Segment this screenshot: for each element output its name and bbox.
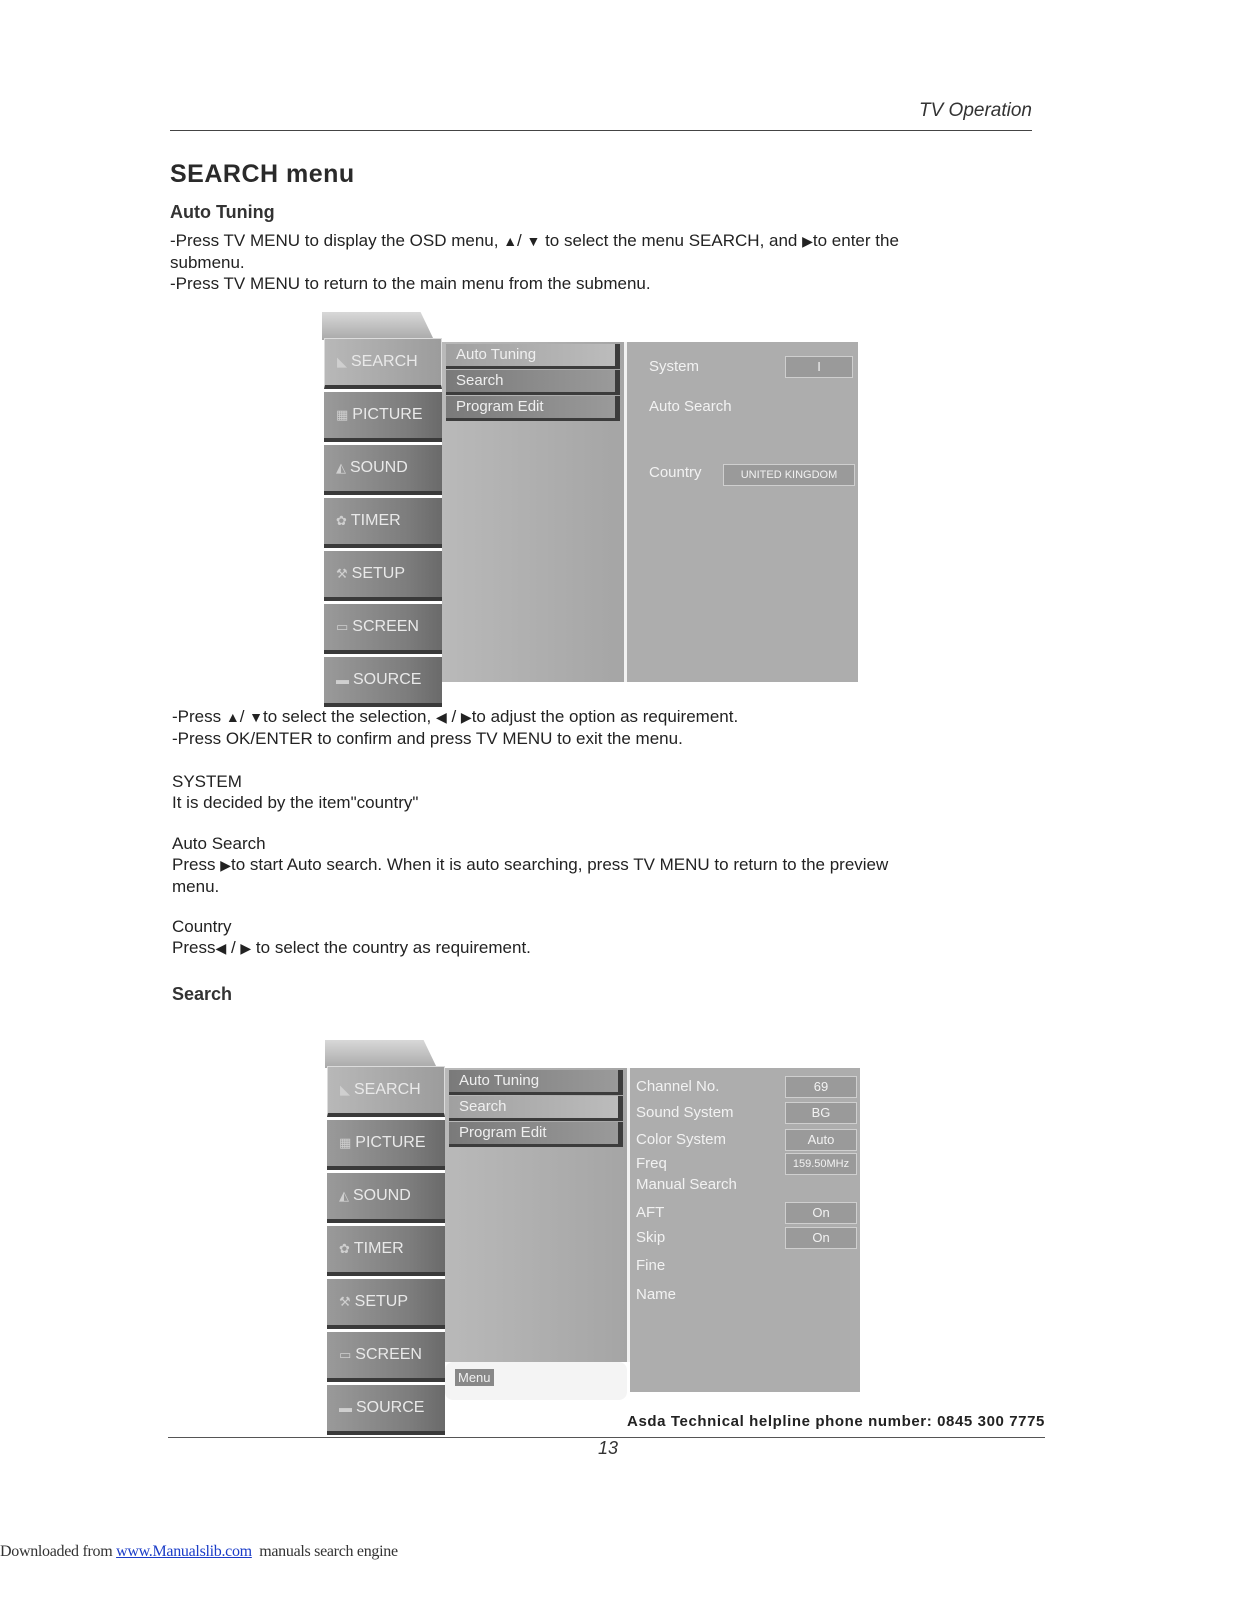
menu-button[interactable]: Menu <box>455 1369 494 1386</box>
timer-icon: ✿ <box>336 513 347 528</box>
osd-submenu-auto-tuning[interactable]: Auto Tuning <box>449 1070 623 1095</box>
osd-tab-timer[interactable] <box>324 498 442 548</box>
right-arrow-icon: ▶ <box>240 940 252 956</box>
option-color-system-value[interactable]: Auto <box>785 1129 857 1151</box>
system-section <box>172 771 1052 813</box>
osd-tab-setup[interactable] <box>324 551 442 601</box>
auto-tuning-intro <box>170 230 1050 294</box>
option-sound-system-value[interactable]: BG <box>785 1102 857 1124</box>
right-arrow-icon: ▶ <box>460 709 472 725</box>
download-footer <box>0 1543 398 1561</box>
osd-tab-label: TIMER <box>353 1240 404 1257</box>
intro-line-2: submenu. <box>170 253 245 272</box>
option-color-system-label: Color System <box>636 1131 727 1148</box>
osd-submenu-panel <box>445 1068 630 1362</box>
down-arrow-icon: ▼ <box>526 233 541 249</box>
osd-tab-sound[interactable] <box>324 445 442 495</box>
option-name-label[interactable]: Name <box>636 1286 677 1303</box>
setup-icon: ⚒ <box>336 566 348 581</box>
auto-search-text: Press <box>172 855 221 874</box>
osd-tab-screen[interactable] <box>327 1332 445 1382</box>
auto-search-title: Auto Search <box>172 834 266 853</box>
option-country-value[interactable]: UNITED KINGDOM <box>723 464 855 486</box>
osd-tab-source[interactable] <box>327 1385 445 1435</box>
footer-suffix: manuals search engine <box>251 1543 398 1560</box>
auto-tuning-heading: Auto Tuning <box>170 202 275 222</box>
osd-tab-label: SETUP <box>351 565 405 582</box>
osd-tab-top <box>322 312 434 340</box>
search-icon: ◣ <box>340 1082 350 1097</box>
osd-tab-source[interactable] <box>324 657 442 707</box>
intro-line-3: -Press TV MENU to return to the main menu from the submenu. <box>170 274 651 293</box>
osd-tab-setup[interactable] <box>327 1279 445 1329</box>
osd-tab-label: SEARCH <box>354 1081 421 1098</box>
instruction-text: -Press <box>172 707 226 726</box>
sound-icon: ◭ <box>336 460 346 475</box>
option-freq-value[interactable]: 159.50MHz <box>785 1153 857 1175</box>
intro-line-1 <box>170 230 1050 252</box>
auto-search-line-2: menu. <box>172 877 220 896</box>
osd-tab-label: SOURCE <box>356 1399 425 1416</box>
osd-tab-label: SOUND <box>353 1187 411 1204</box>
osd-submenu-program-edit[interactable]: Program Edit <box>446 396 620 421</box>
osd-submenu-search[interactable]: Search <box>446 370 620 395</box>
osd-tab-label: PICTURE <box>352 406 423 423</box>
osd-menu-hint <box>445 1362 627 1400</box>
osd-tab-label: PICTURE <box>355 1134 426 1151</box>
manualslib-link[interactable]: www.Manualslib.com <box>116 1543 252 1560</box>
option-skip-label: Skip <box>636 1229 666 1246</box>
option-system-label: System <box>649 358 700 375</box>
osd-submenu-program-edit[interactable]: Program Edit <box>449 1122 623 1147</box>
country-section <box>172 916 1052 959</box>
option-sound-system-label: Sound System <box>636 1104 734 1121</box>
osd-submenu-panel <box>442 342 627 682</box>
osd-tab-timer[interactable] <box>327 1226 445 1276</box>
country-title: Country <box>172 917 232 936</box>
screen-icon: ▭ <box>339 1347 352 1362</box>
country-text: to select the country as requirement. <box>251 938 531 957</box>
intro-text: -Press TV MENU to display the OSD menu, <box>170 231 504 250</box>
auto-search-section <box>172 833 1052 897</box>
search-icon: ◣ <box>337 354 347 369</box>
osd-main-menu <box>327 1066 445 1438</box>
osd-tab-label: SETUP <box>354 1293 408 1310</box>
screen-icon: ▭ <box>336 619 349 634</box>
setup-icon: ⚒ <box>339 1294 351 1309</box>
osd-tab-label: SCREEN <box>355 1346 422 1363</box>
osd-search-screenshot <box>325 1040 860 1416</box>
timer-icon: ✿ <box>339 1241 350 1256</box>
picture-icon: ▦ <box>336 407 349 422</box>
osd-tab-search[interactable] <box>324 338 442 389</box>
osd-auto-tuning-screenshot <box>322 312 858 688</box>
page-number: 13 <box>598 1438 619 1458</box>
source-icon: ▬ <box>336 672 349 687</box>
osd-submenu-auto-tuning[interactable]: Auto Tuning <box>446 344 620 369</box>
instructions <box>172 706 1052 749</box>
picture-icon: ▦ <box>339 1135 352 1150</box>
instruction-text: / <box>446 707 461 726</box>
osd-tab-label: SEARCH <box>351 353 418 370</box>
osd-tab-screen[interactable] <box>324 604 442 654</box>
helpline: Asda Technical helpline phone number: 0845 300 7775 <box>627 1413 1045 1430</box>
osd-tab-label: SCREEN <box>352 618 419 635</box>
option-aft-value[interactable]: On <box>785 1202 857 1224</box>
osd-tab-label: SOURCE <box>353 671 422 688</box>
option-aft-label: AFT <box>636 1204 665 1221</box>
option-skip-value[interactable]: On <box>785 1227 857 1249</box>
down-arrow-icon: ▼ <box>249 709 264 725</box>
osd-submenu-search[interactable]: Search <box>449 1096 623 1121</box>
osd-options-panel <box>630 1068 860 1392</box>
instruction-line-2: -Press OK/ENTER to confirm and press TV MENU to exit the menu. <box>172 729 683 748</box>
osd-tab-picture[interactable] <box>324 392 442 442</box>
up-arrow-icon: ▲ <box>503 233 518 249</box>
osd-tab-search[interactable] <box>327 1066 445 1117</box>
option-system-value[interactable]: I <box>785 356 853 378</box>
country-text: Press <box>172 938 216 957</box>
osd-tab-label: SOUND <box>350 459 408 476</box>
auto-search-text: to start Auto search. When it is auto searching, press TV MENU to return to the preview <box>230 855 889 874</box>
option-freq-label: Freq <box>636 1155 667 1172</box>
page-title: SEARCH menu <box>170 160 355 188</box>
option-fine-label[interactable]: Fine <box>636 1257 666 1274</box>
search-heading: Search <box>172 984 233 1004</box>
instruction-text: to select the selection, <box>263 707 436 726</box>
source-icon: ▬ <box>339 1400 352 1415</box>
intro-text: to enter the <box>812 231 899 250</box>
system-text: It is decided by the item"country" <box>172 793 419 812</box>
instruction-text: to adjust the option as requirement. <box>471 707 739 726</box>
option-country-label: Country <box>649 464 702 481</box>
osd-tab-label: TIMER <box>350 512 401 529</box>
up-arrow-icon: ▲ <box>225 709 240 725</box>
osd-options-panel <box>627 342 858 682</box>
footer-prefix: Downloaded from <box>0 1543 117 1560</box>
osd-tab-top <box>325 1040 437 1068</box>
option-channel-no-value[interactable]: 69 <box>785 1076 857 1098</box>
system-title: SYSTEM <box>172 772 242 791</box>
left-arrow-icon: ◀ <box>435 709 447 725</box>
auto-search-line-1 <box>172 854 1052 876</box>
country-line-1 <box>172 937 1052 959</box>
sound-icon: ◭ <box>339 1188 349 1203</box>
option-auto-search-label[interactable]: Auto Search <box>649 398 732 415</box>
left-arrow-icon: ◀ <box>215 940 227 956</box>
country-text: / <box>226 938 241 957</box>
osd-main-menu <box>324 338 442 710</box>
intro-text: to select the menu SEARCH, and <box>540 231 803 250</box>
section-header: TV Operation <box>919 100 1032 121</box>
osd-tab-sound[interactable] <box>327 1173 445 1223</box>
header-rule <box>170 130 1032 131</box>
instruction-line-1 <box>172 706 1052 728</box>
right-arrow-icon: ▶ <box>220 857 231 873</box>
intro-text: / <box>517 231 527 250</box>
right-arrow-icon: ▶ <box>802 233 813 249</box>
option-channel-no-label: Channel No. <box>636 1078 720 1095</box>
option-manual-search-label[interactable]: Manual Search <box>636 1176 737 1193</box>
instruction-text: / <box>239 707 250 726</box>
osd-tab-picture[interactable] <box>327 1120 445 1170</box>
